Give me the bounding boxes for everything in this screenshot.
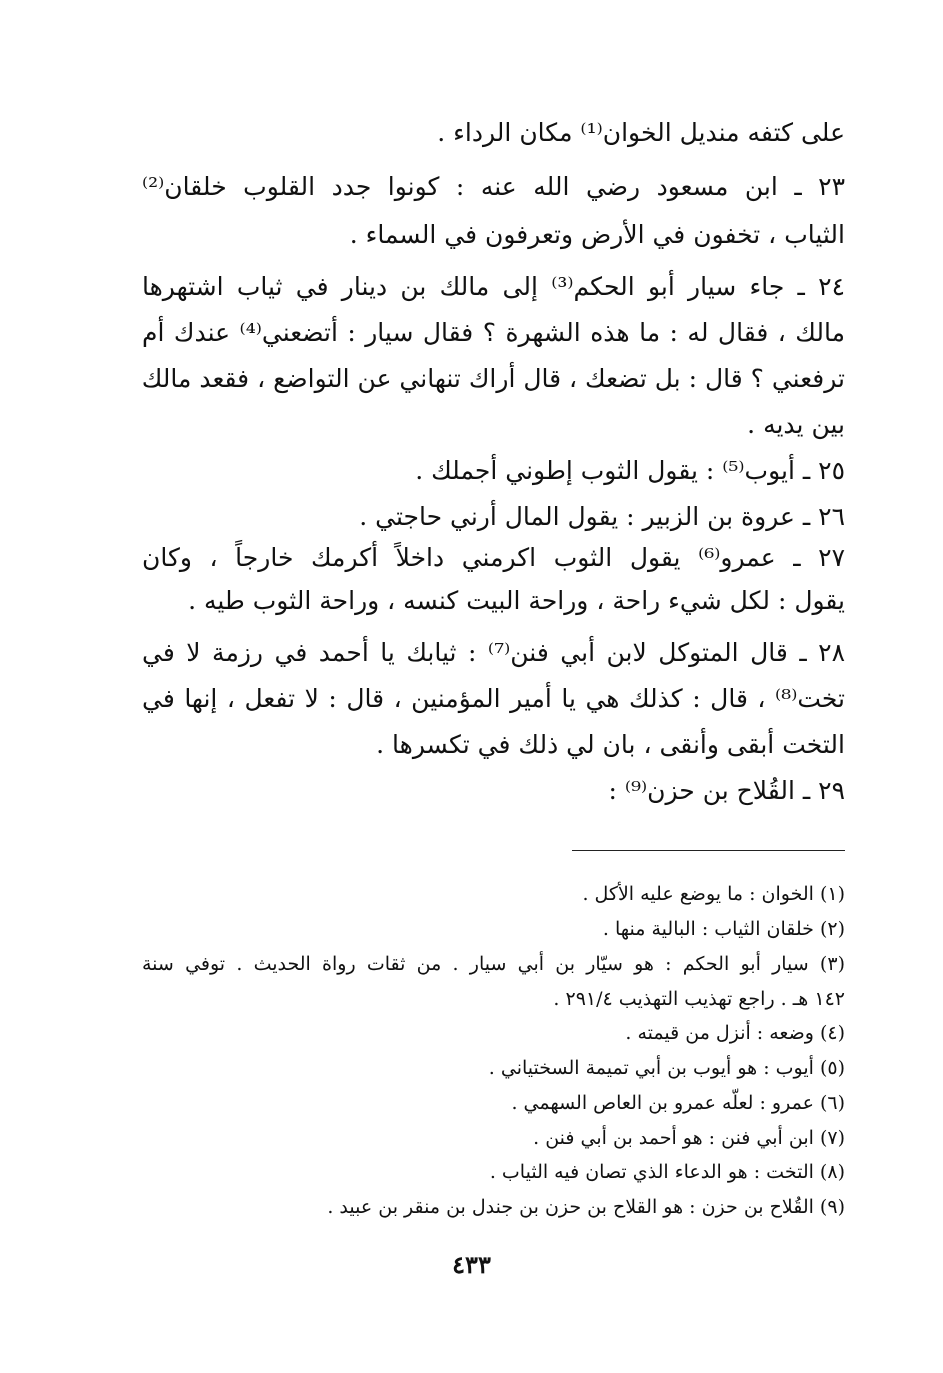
body-line: تخت⁽⁸⁾ ، قال : كذلك هي يا أمير المؤمنين ، قال : لا تفعل ، إنها في bbox=[142, 684, 845, 713]
page-number: ٤٣٣ bbox=[452, 1250, 491, 1279]
footnote-separator bbox=[572, 850, 845, 851]
body-line: ٢٥ ـ أيوب⁽⁵⁾ : يقول الثوب إطوني أجملك . bbox=[415, 456, 845, 485]
body-line: ٢٣ ـ ابن مسعود رضي الله عنه : كونوا جدد القلوب خلقان⁽²⁾ bbox=[142, 172, 845, 201]
body-line: ٢٧ ـ عمرو⁽⁶⁾ يقول الثوب اكرمني داخلاً أكرمك خارجاً ، وكان bbox=[142, 543, 845, 572]
body-line: ٢٤ ـ جاء سيار أبو الحكم⁽³⁾ إلى مالك بن دينار في ثياب اشتهرها bbox=[142, 272, 845, 301]
footnote: (٨) التخت : هو الدعاء الذي تصان فيه الثياب . bbox=[489, 1161, 845, 1183]
footnote: (٧) ابن أبي فنن : هو أحمد بن أبي فنن . bbox=[533, 1127, 845, 1149]
body-line: ترفعني ؟ قال : بل تضعك ، قال أراك تنهاني عن التواضع ، فقعد مالك bbox=[141, 364, 845, 393]
footnote: (٣) سيار أبو الحكم : هو سيّار بن أبي سيار . من ثقات رواة الحديث . توفي سنة bbox=[142, 953, 845, 975]
footnote: (٢) خلقان الثياب : البالية منها . bbox=[602, 918, 845, 940]
footnote: (٥) أيوب : هو أيوب بن أبي تميمة السختياني . bbox=[488, 1057, 845, 1079]
body-line: بين يديه . bbox=[747, 410, 845, 439]
body-line: على كتفه منديل الخوان⁽¹⁾ مكان الرداء . bbox=[437, 118, 845, 147]
body-line: الثياب ، تخفون في الأرض وتعرفون في السماء . bbox=[349, 220, 845, 249]
body-line: مالك ، فقال له : ما هذه الشهرة ؟ فقال سيار : أتضعني⁽⁴⁾ عندك أم bbox=[142, 318, 845, 347]
body-line: ٢٩ ـ القُلاح بن حزن⁽⁹⁾ : bbox=[608, 776, 845, 805]
footnote: (٦) عمرو : لعلّه عمرو بن العاص السهمي . bbox=[511, 1092, 845, 1114]
body-line: يقول : لكل شيء راحة ، وراحة البيت كنسه ، وراحة الثوب طيه . bbox=[188, 586, 845, 615]
footnote: (٩) القُلاح بن حزن : هو القلاح بن حزن بن جندل بن منقر بن عبيد . bbox=[327, 1196, 845, 1218]
body-line: التخت أبقى وأنقى ، بان لي ذلك في تكسرها . bbox=[376, 730, 845, 759]
footnote: (١) الخوان : ما يوضع عليه الأكل . bbox=[582, 883, 845, 905]
footnote: ١٤٢ هـ . راجع تهذيب التهذيب ٢٩١/٤ . bbox=[553, 988, 845, 1010]
footnote: (٤) وضعه : أنزل من قيمته . bbox=[625, 1022, 845, 1044]
body-line: ٢٨ ـ قال المتوكل لابن أبي فنن⁽⁷⁾ : ثيابك يا أحمد في رزمة لا في bbox=[142, 638, 846, 667]
body-line: ٢٦ ـ عروة بن الزبير : يقول المال أرني حاجتي . bbox=[359, 502, 845, 531]
